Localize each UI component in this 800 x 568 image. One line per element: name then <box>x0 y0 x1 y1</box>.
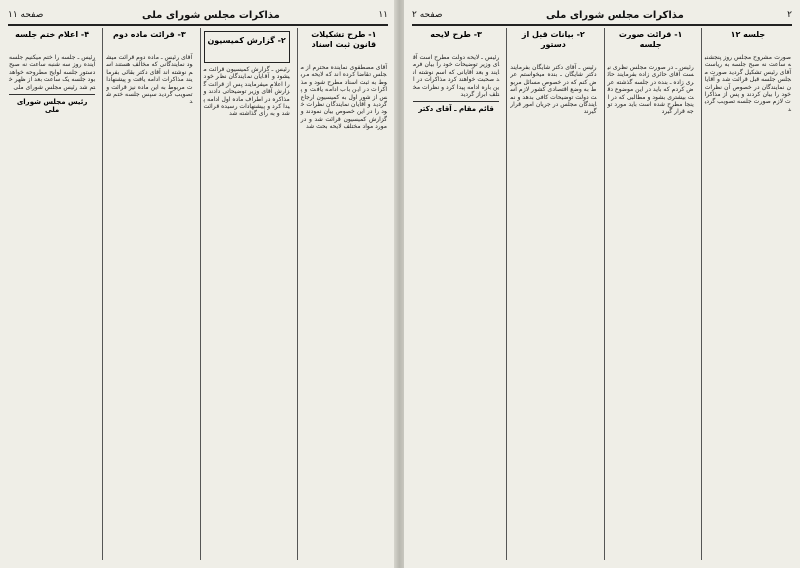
left-page-header <box>8 6 388 26</box>
article-body: رئیس ـ جلسه را ختم میکنیم جلسه آینده روز سه شنبه ساعت نه صبح دستور جلسه لوایح مطروحه خواهد بود جلسه یک ساعت بعد از ظهر ختم شد رئیس مجلس شورای ملی <box>9 54 96 91</box>
right-page <box>404 0 800 568</box>
right-page-columns <box>410 28 794 560</box>
article-subtitle <box>9 43 95 51</box>
bottom-note: قائم مقام ـ آقای دکتر <box>418 105 494 114</box>
bottom-note: رئیس مجلس شورای ملی <box>16 98 88 115</box>
article-subtitle <box>705 43 791 51</box>
article-title: ۱- ‌طرح‌ تشکیلات قانون ثبت اسناد <box>311 30 377 49</box>
article-subtitle <box>510 53 596 61</box>
article-body: آقای مصطفوی نماینده محترم از مجلس تقاضا کرده اند که لایحه مربوط به ثبت اسناد مطرح شود و مذاکرات در این باب ادامه یافت و پس از شور اول به کمیسیون ارجاع گردید و آقایان نمایندگان نظرات خود را در این خصوص بیان نمودند و گزارش کمیسیون قرائت شد و در مورد مواد مختلف لایحه بحث شد <box>300 64 387 131</box>
article-title: ۱- قرائت صورت جلسه <box>618 30 683 49</box>
left-page-title: مذاکرات مجلس شورای ملی <box>141 9 280 21</box>
divider <box>9 94 95 95</box>
article-body: رئیس ـ در صورت مجلس نظری نیست آقای حائری زاده بفرمایند حائری زاده ـ بنده در جلسه گذشته عرض کردم که باید در این موضوع دقت بیشتری بشود و مطالبی که در اینجا مطرح شده است باید مورد توجه قرار گیرد <box>607 64 694 116</box>
article-subtitle <box>413 43 499 51</box>
article-body: رئیس ـ آقای دکتر شایگان بفرمایند دکتر شایگان ـ بنده میخواستم عرض کنم که در خصوص مسائل مربوط به وضع اقتصادی کشور لازم است دولت توضیحات کافی بدهد و نمایندگان مجلس در جریان امور قرار گیرند <box>510 64 597 116</box>
left-page-columns <box>6 28 390 560</box>
article-title: ۲- گزارش کمیسیون <box>207 36 286 45</box>
right-column-4 <box>410 28 502 560</box>
left-column-3 <box>102 28 195 560</box>
right-page-header <box>412 6 792 26</box>
left-column-4 <box>6 28 98 560</box>
left-column-1 <box>297 28 390 560</box>
right-column-1 <box>701 28 794 560</box>
article-subtitle <box>106 43 192 51</box>
right-column-2 <box>604 28 697 560</box>
right-page-title: مذاکرات مجلس شورای ملی <box>545 9 684 21</box>
article-box <box>204 31 290 63</box>
article-title: ۳- قرائت ماده دوم <box>113 30 186 39</box>
left-page-number: صفحه ۱۱ <box>8 10 44 20</box>
article-subtitle <box>301 53 387 61</box>
right-page-number: صفحه ۲ <box>412 10 443 20</box>
article-subtitle <box>608 53 694 61</box>
article-title: جلسه ۱۲ <box>730 30 766 39</box>
divider <box>413 101 499 102</box>
article-title: ۳- طرح لایحه <box>430 30 482 39</box>
article-title: ۲- بیانات قبل از دستور <box>521 30 585 49</box>
article-title: ۴- اعلام ختم جلسه <box>15 30 90 39</box>
left-page <box>0 0 396 568</box>
left-column-2 <box>200 28 293 560</box>
article-body: صورت مشروح مجلس روز پنجشنبه ساعت نه صبح جلسه به ریاست آقای رئیس تشکیل گردید صورت مجلس جلسه قبل قرائت شد و آقایان نمایندگان در خصوص آن نظرات خود را بیان کردند و پس از مذاکرات لازم صورت جلسه تصویب گردید <box>704 54 791 113</box>
article-subtitle <box>207 49 287 57</box>
left-page-marker: ۱۱ <box>378 10 388 20</box>
right-page-marker: ۲ <box>787 10 792 20</box>
right-column-3 <box>506 28 599 560</box>
article-body: آقای رئیس ـ ماده دوم قرائت میشود نمایندگانی که مخالف هستند اسم نوشته اند آقای دکتر بقائی بفرمایند مذاکرات ادامه یافت و پیشنهادات مربوط به این ماده نیز قرائت و تصویب گردید سپس جلسه ختم شد <box>106 54 193 106</box>
article-body: رئیس ـ لایحه دولت مطرح است آقای وزیر توضیحات خود را بیان فرمایند و بعد آقایانی که اسم نوشته اند صحبت خواهند کرد مذاکرات در این باره ادامه پیدا کرد و نظرات مختلف ابراز گردید <box>413 54 500 99</box>
article-body: رئیس ـ گزارش کمیسیون قرائت میشود و آقایان نمایندگان نظر خود را اعلام میفرمایند پس از قرائت گزارش آقای وزیر توضیحاتی دادند و مذاکره در اطراف ماده اول ادامه پیدا کرد و پیشنهادات رسیده قرائت شد و به رای گذاشته شد <box>203 66 290 118</box>
